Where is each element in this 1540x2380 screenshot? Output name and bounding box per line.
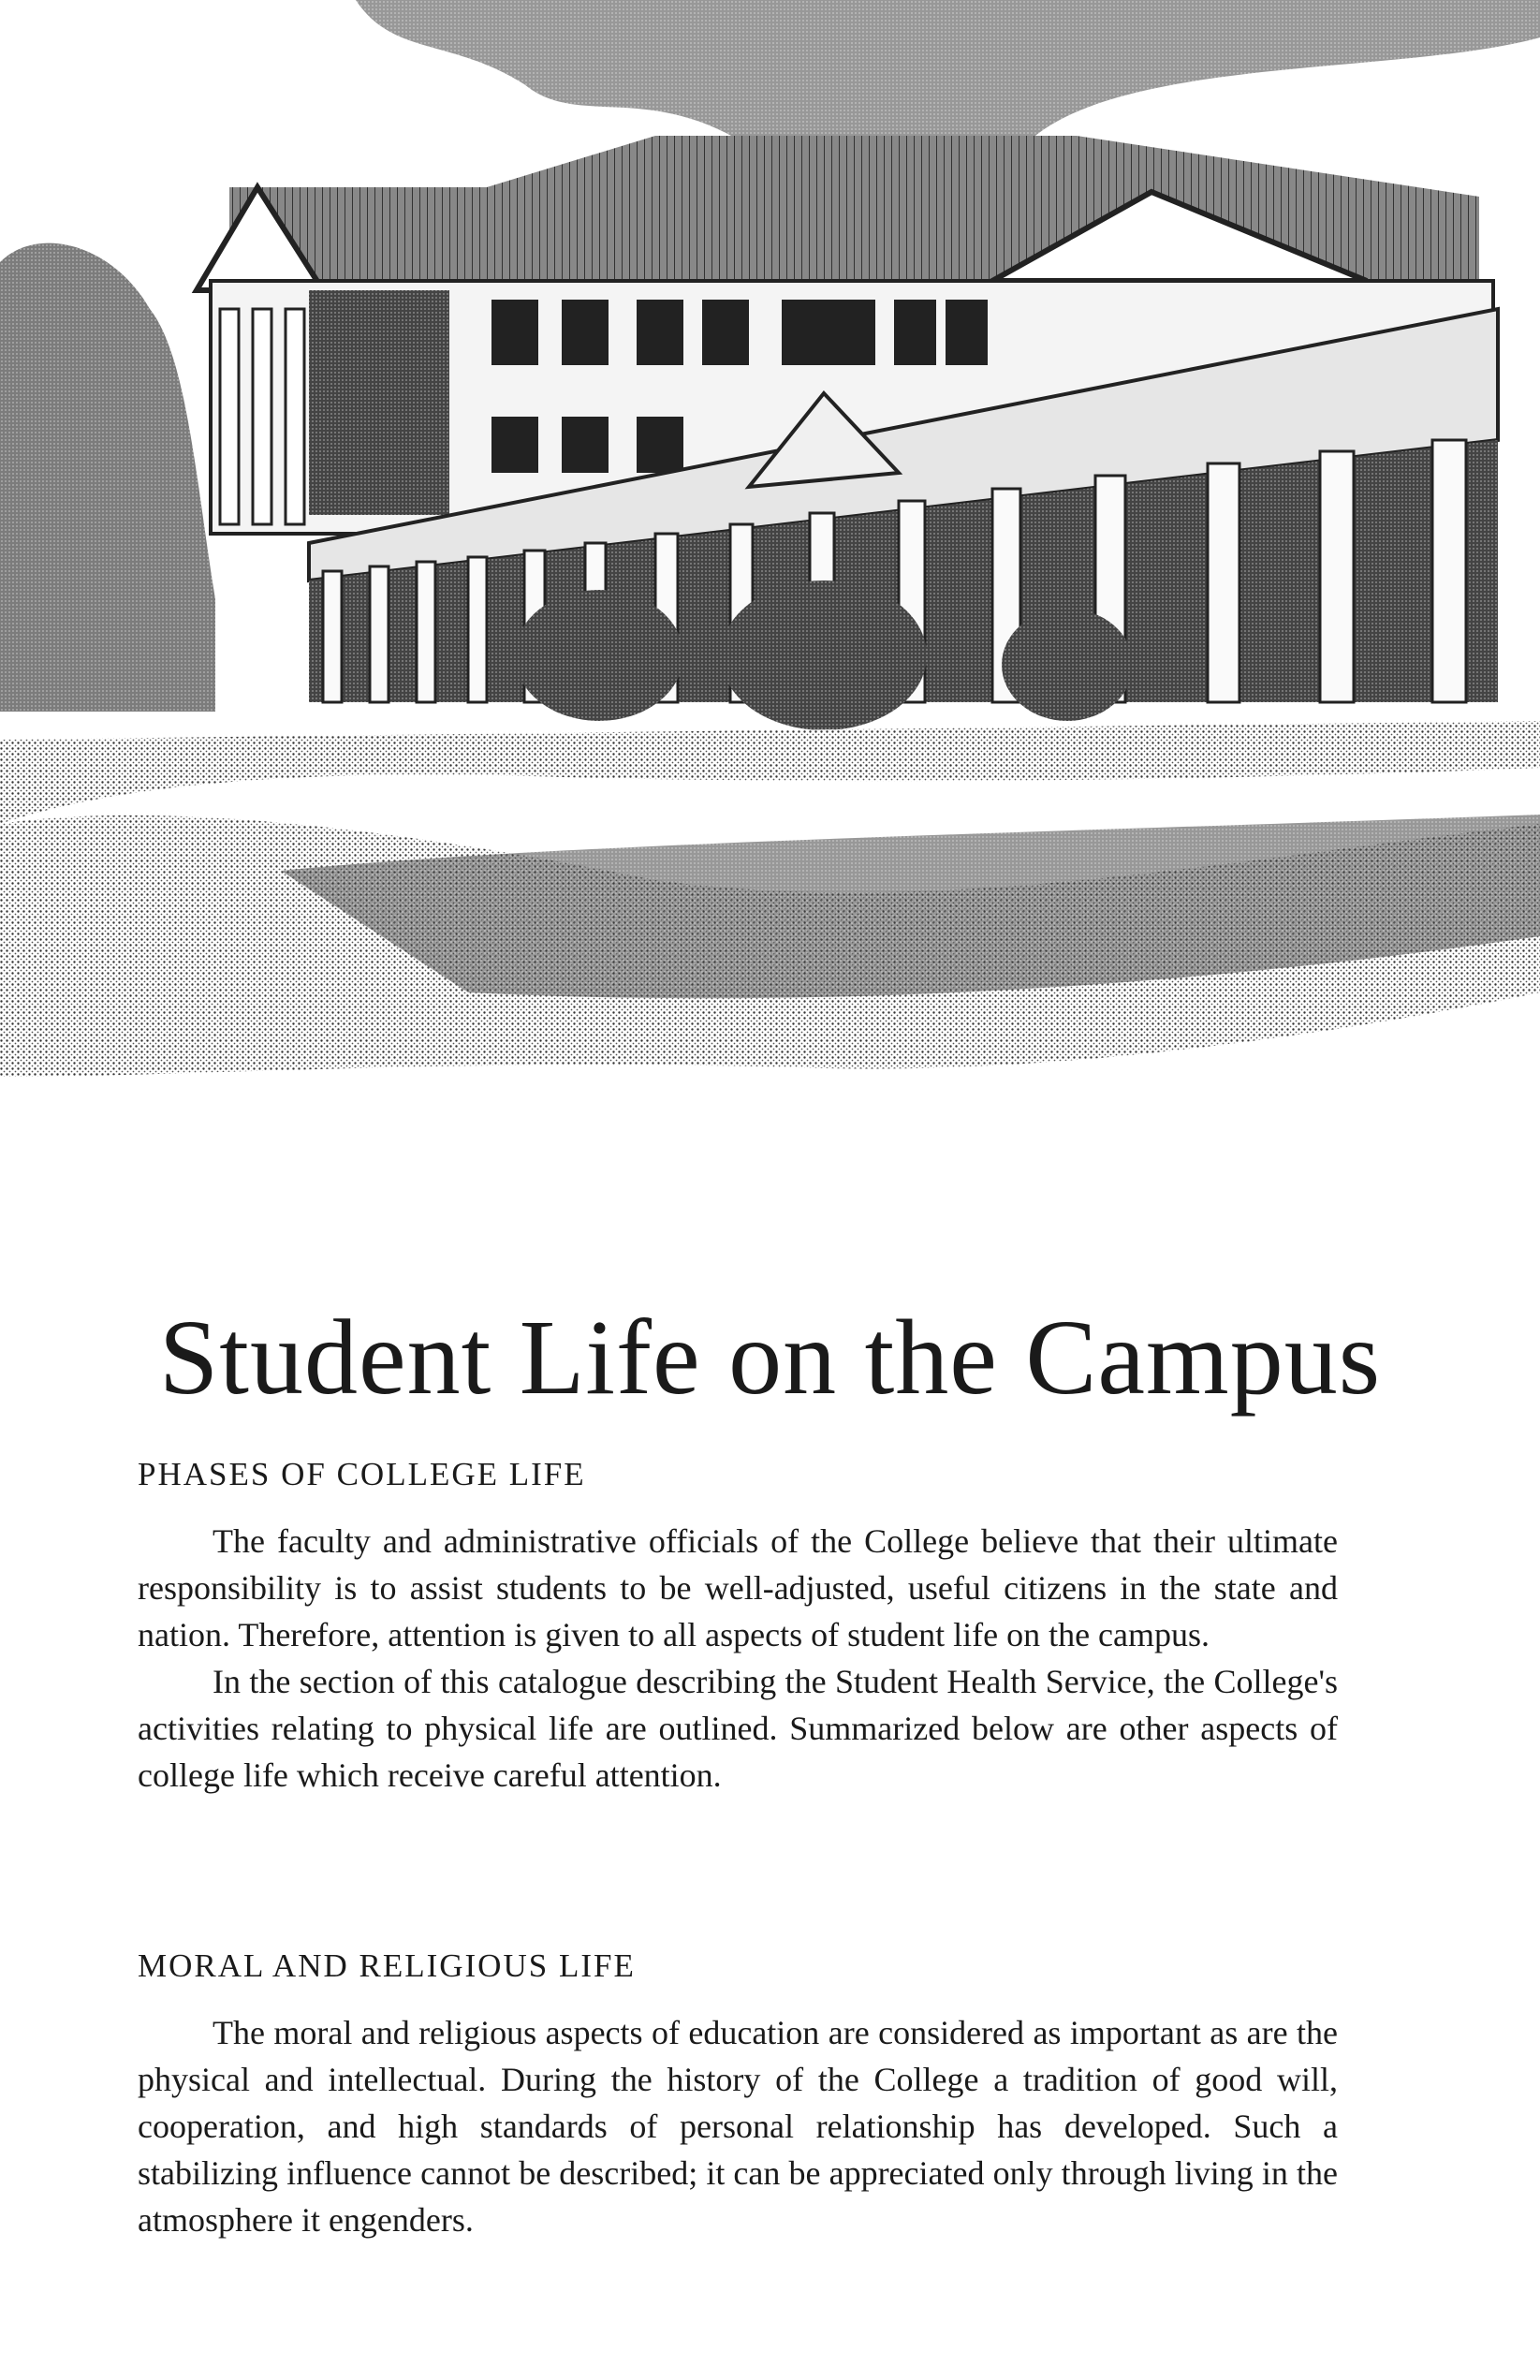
section-heading: PHASES OF COLLEGE LIFE: [138, 1456, 586, 1492]
paragraph: The moral and religious aspects of education are considered as important as are the physical and intellectual. During the history of the College a tradition of good will, cooperation, and high standards of personal relationship has developed. Such a stabilizing influence cannot be described; it can be appreciated only through living in the atmosphere it engenders.: [138, 2014, 1338, 2239]
paragraph: The faculty and administrative officials of the College believe that their ultimate responsibility is to assist students to be well-adjusted, useful citizens in the state and nation. Therefore, attention is given to all aspects of student life on the campus.: [138, 1522, 1338, 1653]
paragraph: In the section of this catalogue describing the Student Health Service, the College's activities relating to physical life are outlined. Summarized below are other aspects of college life which receive careful attention.: [138, 1663, 1338, 1794]
campus-building-illustration: [0, 0, 1540, 1105]
section-moral-and-religious-life: [138, 1947, 1338, 2243]
section-heading: MORAL AND RELIGIOUS LIFE: [138, 1947, 636, 1984]
page-title: Student Life on the Campus: [158, 1298, 1382, 1417]
section-phases-of-college-life: [138, 1456, 1338, 1799]
